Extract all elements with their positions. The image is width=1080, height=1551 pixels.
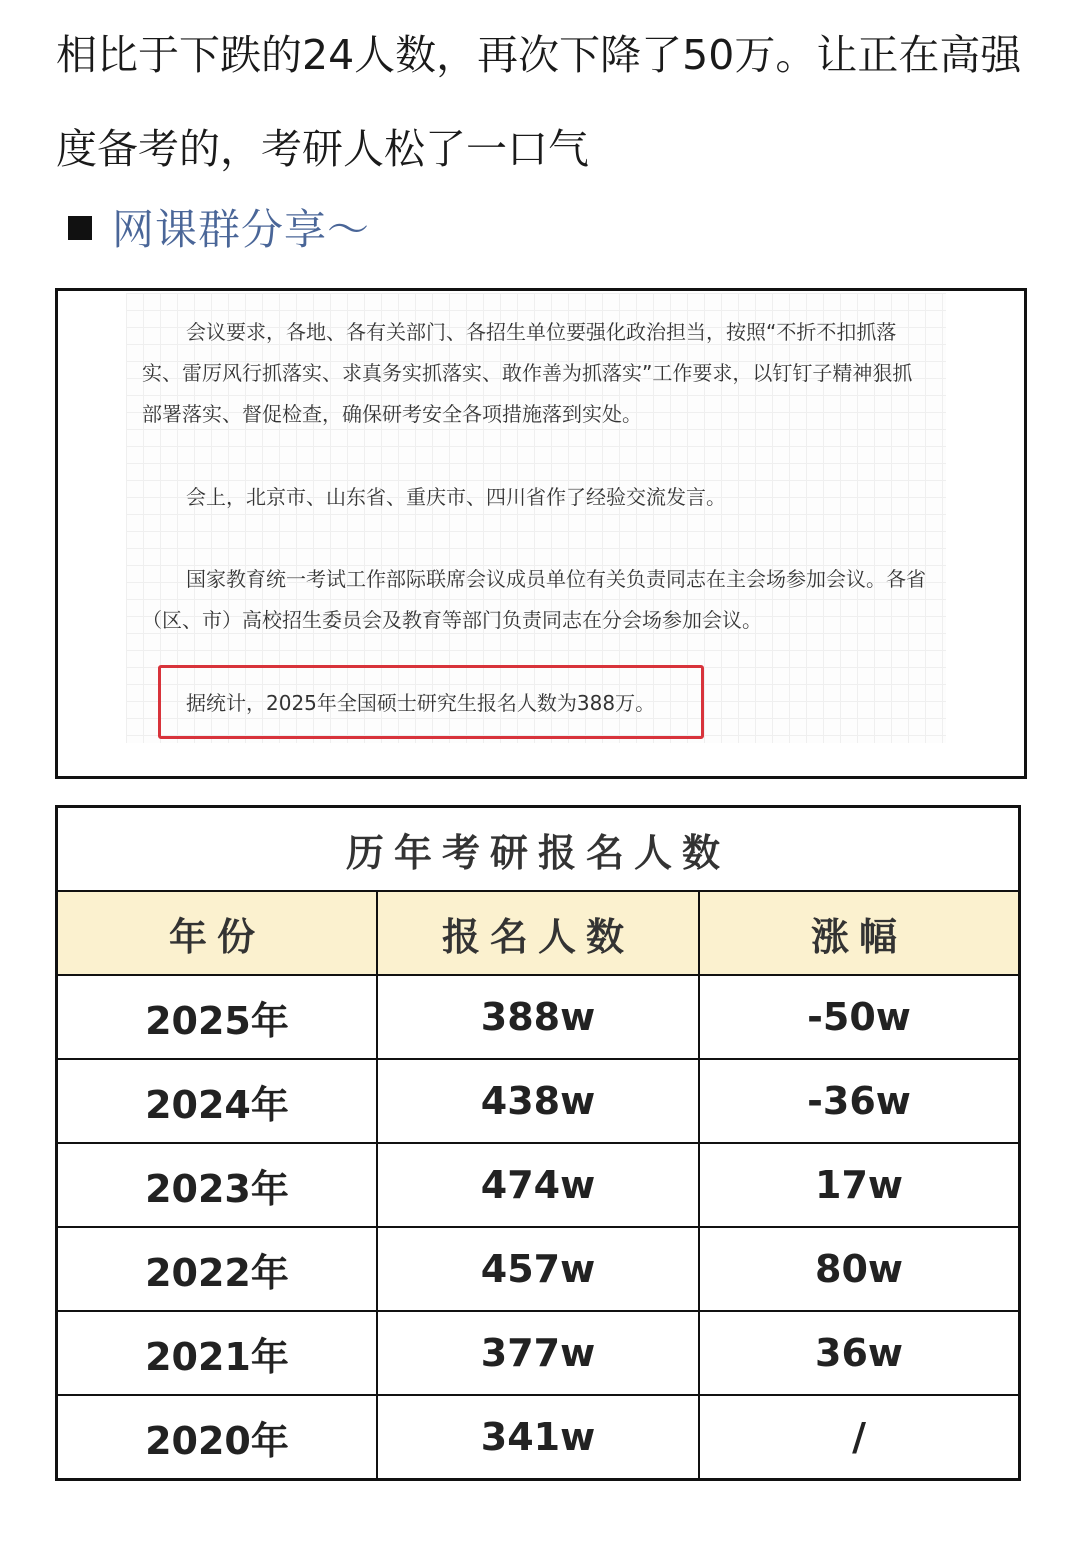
cell-year: 2021年 (57, 1311, 377, 1395)
article-screenshot[interactable] (55, 288, 1027, 779)
cell-change: 36w (699, 1311, 1019, 1395)
cell-change: -50w (699, 975, 1019, 1059)
table-row (57, 1059, 1020, 1143)
header-change: 涨幅 (699, 891, 1019, 975)
table-row (57, 1227, 1020, 1311)
intro-text: 相比于下跌的24人数，再次下降了50万。让正在高强度备考的，考研人松了一口气 (56, 31, 1022, 173)
cell-applicants: 474w (377, 1143, 699, 1227)
cell-year: 2023年 (57, 1143, 377, 1227)
article-paragraph: 会上，北京市、山东省、重庆市、四川省作了经验交流发言。 (186, 485, 726, 509)
table-header-row (57, 891, 1020, 975)
cell-applicants: 341w (377, 1395, 699, 1480)
square-bullet-icon (68, 216, 92, 240)
section-title: 网课群分享～ (112, 205, 371, 254)
article-paragraph: 国家教育统一考试工作部际联席会议成员单位有关负责同志在主会场参加会议。各省（区、市）高校招生委员会及教育等部门负责同志在分会场参加会议。 (142, 567, 926, 632)
table-title-row (57, 807, 1020, 892)
header-applicants: 报名人数 (377, 891, 699, 975)
table-row (57, 975, 1020, 1059)
cell-applicants: 377w (377, 1311, 699, 1395)
cell-applicants: 388w (377, 975, 699, 1059)
cell-year: 2024年 (57, 1059, 377, 1143)
article-paragraph: 会议要求，各地、各有关部门、各招生单位要强化政治担当，按照“不折不扣抓落实、雷厉风行抓落实、求真务实抓落实、敢作善为抓落实”工作要求，以钉钉子精神狠抓部署落实、督促检查，确保研考安全各项措施落到实处。 (142, 320, 913, 426)
cell-applicants: 438w (377, 1059, 699, 1143)
table-row (57, 1311, 1020, 1395)
enrollment-table[interactable] (55, 805, 1021, 1481)
cell-year: 2025年 (57, 975, 377, 1059)
cell-year: 2022年 (57, 1227, 377, 1311)
table-title: 历年考研报名人数 (57, 807, 1020, 892)
cell-applicants: 457w (377, 1227, 699, 1311)
table-row (57, 1395, 1020, 1480)
header-year: 年份 (57, 891, 377, 975)
cell-change: / (699, 1395, 1019, 1480)
cell-change: -36w (699, 1059, 1019, 1143)
cell-change: 80w (699, 1227, 1019, 1311)
table-row (57, 1143, 1020, 1227)
section-heading (68, 198, 370, 256)
cell-year: 2020年 (57, 1395, 377, 1480)
highlighted-statistic: 据统计，2025年全国硕士研究生报名人数为388万。 (186, 691, 656, 715)
cell-change: 17w (699, 1143, 1019, 1227)
